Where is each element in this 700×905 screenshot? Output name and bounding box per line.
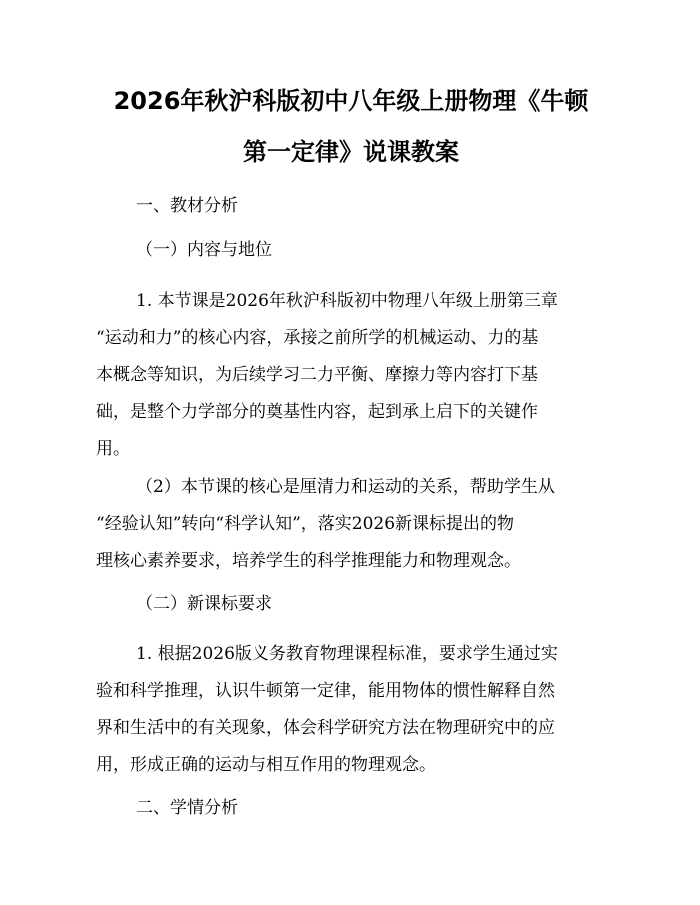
paragraph-line: 1. 根据2026版义务教育物理课程标准，要求学生通过实	[136, 644, 558, 664]
paragraph-line: （2）本节课的核心是厘清力和运动的关系，帮助学生从	[136, 477, 555, 497]
paragraph-curriculum-requirements	[96, 636, 608, 784]
paragraph-line: 理核心素养要求，培养学生的科学推理能力和物理观念。	[96, 551, 521, 571]
section-heading-textbook-analysis: 一、教材分析	[136, 196, 238, 216]
paragraph-line: “运动和力”的核心内容，承接之前所学的机械运动、力的基	[96, 328, 539, 348]
subsection-heading-curriculum-requirements: （二）新课标要求	[136, 594, 272, 614]
paragraph-core-goal	[96, 469, 608, 580]
paragraph-line: 用，形成正确的运动与相互作用的物理观念。	[96, 755, 436, 775]
paragraph-line: 界和生活中的有关现象，体会科学研究方法在物理研究中的应	[96, 718, 555, 738]
paragraph-line: 本概念等知识，为后续学习二力平衡、摩擦力等内容打下基	[96, 365, 538, 385]
paragraph-content-position	[96, 283, 608, 468]
paragraph-line: “经验认知”转向“科学认知”，落实2026新课标提出的物	[96, 514, 515, 534]
document-title-line-2: 第一定律》说课教案	[243, 138, 459, 166]
paragraph-line: 用。	[96, 439, 130, 459]
paragraph-line: 1. 本节课是2026年秋沪科版初中物理八年级上册第三章	[136, 291, 558, 311]
subsection-heading-content-position: （一）内容与地位	[136, 240, 272, 260]
section-heading-learner-analysis: 二、学情分析	[136, 798, 238, 818]
paragraph-line: 验和科学推理，认识牛顿第一定律，能用物体的惯性解释自然	[96, 681, 555, 701]
paragraph-line: 础，是整个力学部分的奠基性内容，起到承上启下的关键作	[96, 402, 538, 422]
document-title-line-1: 2026年秋沪科版初中八年级上册物理《牛顿	[113, 87, 589, 115]
